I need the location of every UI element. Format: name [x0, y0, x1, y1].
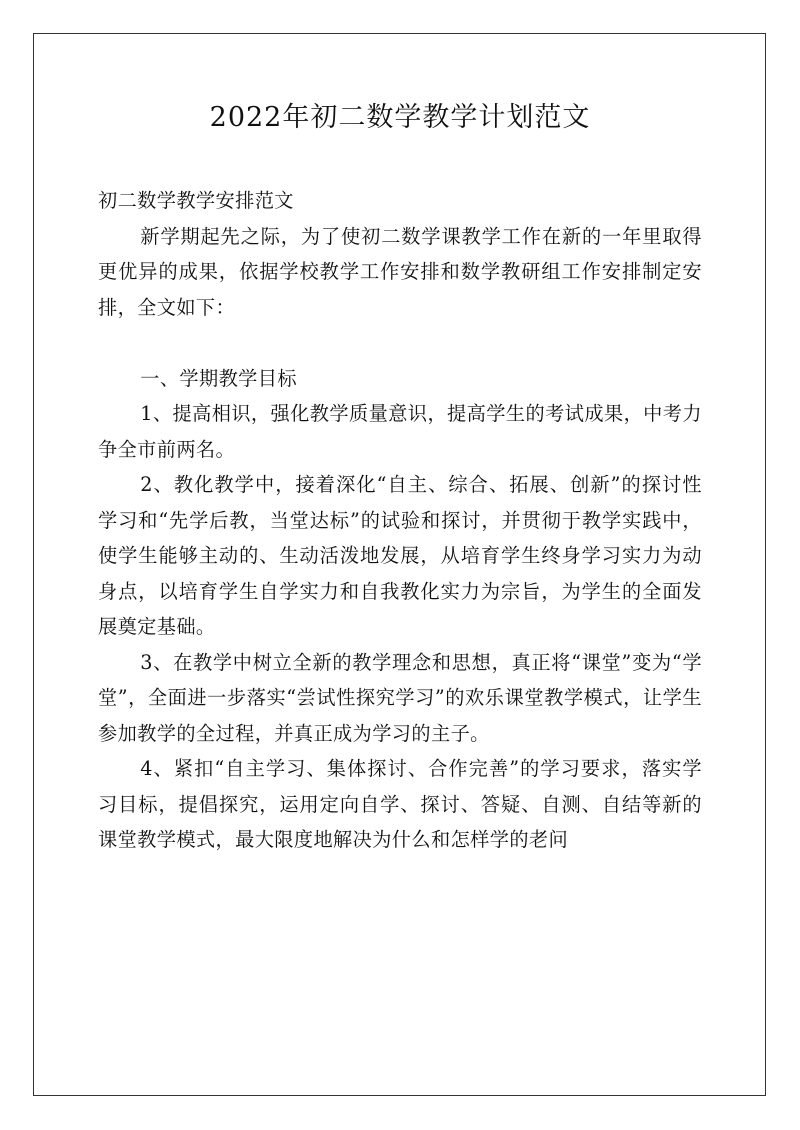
- goal-item-4: 4、紧扣“自主学习、集体探讨、合作完善”的学习要求，落实学习目标，提倡探究，运用定向自学、探讨、答疑、自测、自结等新的课堂教学模式，最大限度地解决为什么和怎样学的老问: [98, 757, 702, 851]
- paragraph-spacer: [98, 325, 702, 361]
- document-subtitle: 初二数学教学安排范文: [98, 189, 294, 212]
- intro-paragraph: 新学期起先之际，为了使初二数学课教学工作在新的一年里取得更优异的成果，依据学校教学工作安排和数学教研组工作安排制定安排，全文如下：: [98, 224, 702, 319]
- document-title: 2022年初二数学教学计划范文: [209, 102, 591, 133]
- section-heading: 一、学期教学目标: [140, 366, 297, 390]
- goal-item-2: 2、教化教学中，接着深化“自主、综合、拓展、创新”的探讨性学习和“先学后教，当堂达标”的试验和探讨，并贯彻于教学实践中，使学生能够主动的、生动活泼地发展，从培育学生终身学习实力为动身点，以培育学生自学实力和自我教化实力为宗旨，为学生的全面发展奠定基础。: [98, 473, 702, 638]
- goal-item-1: 1、提高相识，强化教学质量意识，提高学生的考试成果，中考力争全市前两名。: [98, 402, 702, 461]
- goal-item-3: 3、在教学中树立全新的教学理念和思想，真正将“课堂”变为“学堂”，全面进一步落实“尝试性探究学习”的欢乐课堂教学模式，让学生参加教学的全过程，并真正成为学习的主子。: [98, 650, 702, 745]
- document-body: [98, 183, 702, 858]
